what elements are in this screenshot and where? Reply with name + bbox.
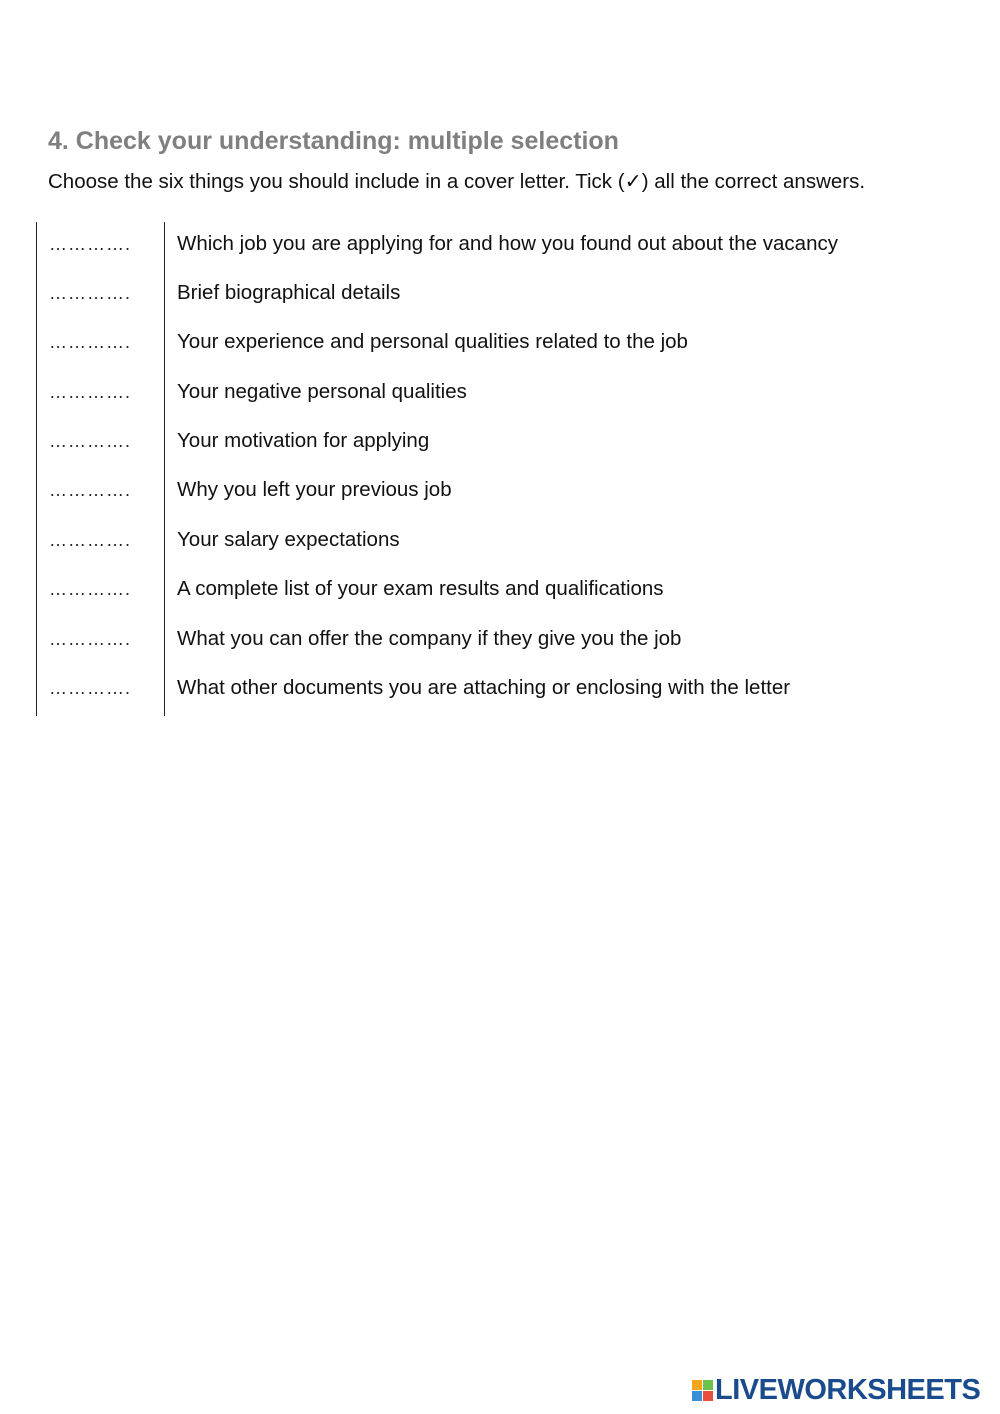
list-item-text: What other documents you are attaching or enclosing with the letter bbox=[177, 676, 791, 699]
exercise-heading: 4. Check your understanding: multiple selection bbox=[48, 127, 619, 155]
list-item bbox=[37, 518, 977, 567]
answer-blank[interactable]: …………. bbox=[49, 629, 132, 649]
answer-list bbox=[36, 222, 977, 716]
logo-squares-icon bbox=[692, 1380, 713, 1401]
answer-blank[interactable]: …………. bbox=[49, 678, 132, 698]
logo-square bbox=[692, 1380, 702, 1390]
list-item-text: Which job you are applying for and how you found out about the vacancy bbox=[177, 232, 838, 255]
exercise-instructions: Choose the six things you should include in a cover letter. Tick (✓) all the correct answers. bbox=[48, 170, 866, 193]
answer-blank[interactable]: …………. bbox=[49, 480, 132, 500]
answer-blank[interactable]: …………. bbox=[49, 332, 132, 352]
logo-text: LIVEWORKSHEETS bbox=[715, 1373, 981, 1406]
answer-blank[interactable]: …………. bbox=[49, 579, 132, 599]
list-item-text: Why you left your previous job bbox=[177, 478, 452, 501]
list-item bbox=[37, 567, 977, 616]
answer-blank[interactable]: …………. bbox=[49, 382, 132, 402]
logo-square bbox=[703, 1380, 713, 1390]
logo-square bbox=[692, 1391, 702, 1401]
answer-blank[interactable]: …………. bbox=[49, 283, 132, 303]
list-item-text: Your experience and personal qualities related to the job bbox=[177, 330, 688, 353]
list-item-text: Your salary expectations bbox=[177, 528, 400, 551]
list-item bbox=[37, 370, 977, 419]
list-item-text: A complete list of your exam results and qualifications bbox=[177, 577, 664, 600]
list-item bbox=[37, 666, 977, 715]
list-item bbox=[37, 419, 977, 468]
liveworksheets-logo bbox=[692, 1374, 980, 1406]
list-item bbox=[37, 617, 977, 666]
list-item bbox=[37, 222, 977, 271]
list-item bbox=[37, 320, 977, 369]
list-item-text: What you can offer the company if they give you the job bbox=[177, 627, 682, 650]
list-item-text: Your motivation for applying bbox=[177, 429, 430, 452]
list-item bbox=[37, 468, 977, 517]
list-item-text: Brief biographical details bbox=[177, 281, 401, 304]
answer-blank[interactable]: …………. bbox=[49, 234, 132, 254]
answer-blank[interactable]: …………. bbox=[49, 431, 132, 451]
logo-square bbox=[703, 1391, 713, 1401]
list-item bbox=[37, 271, 977, 320]
answer-blank[interactable]: …………. bbox=[49, 530, 132, 550]
list-item-text: Your negative personal qualities bbox=[177, 380, 467, 403]
